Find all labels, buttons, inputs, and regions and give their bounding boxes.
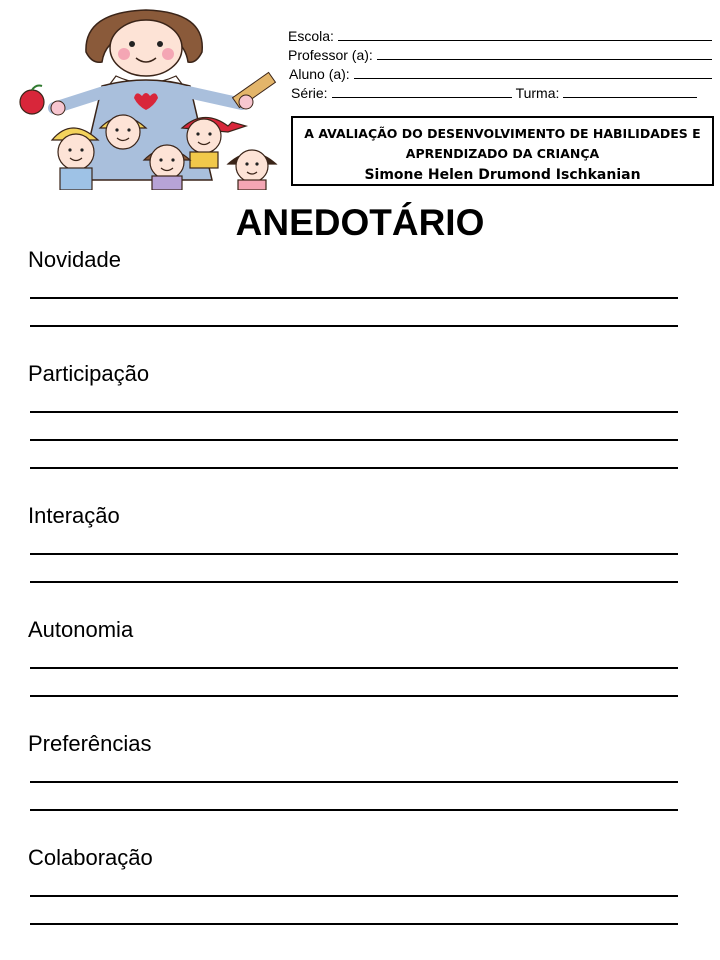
writing-line [28, 786, 680, 814]
turma-blank-line [563, 85, 697, 98]
section-spacer [28, 700, 680, 730]
serie-label: Série: [291, 85, 328, 101]
writing-line [28, 388, 680, 416]
page-title: ANEDOTÁRIO [235, 202, 485, 243]
professor-blank-line [377, 47, 712, 60]
teacher-children-illustration [6, 4, 288, 190]
author-name: Simone Helen Drumond Ischkanian [364, 167, 641, 183]
writing-line [28, 758, 680, 786]
section-spacer [28, 330, 680, 360]
escola-blank-line [338, 28, 712, 41]
writing-line [28, 530, 680, 558]
writing-line [28, 416, 680, 444]
section-spacer [28, 586, 680, 616]
document-title-line-2: APRENDIZADO DA CRIANÇA [405, 146, 600, 161]
section-heading: Colaboração [28, 845, 153, 870]
document-title-box [291, 116, 714, 186]
escola-label: Escola: [288, 28, 334, 44]
writing-line [28, 872, 680, 900]
professor-label: Professor (a): [288, 47, 373, 63]
professor-field-row [288, 43, 712, 62]
document-title [293, 124, 712, 164]
escola-field-row [288, 24, 712, 43]
writing-line [28, 644, 680, 672]
document-title-line-1: A AVALIAÇÃO DO DESENVOLVIMENTO DE HABILIDADES E [304, 126, 701, 141]
header-form [288, 24, 712, 100]
section-heading: Autonomia [28, 617, 134, 642]
section-spacer [28, 472, 680, 502]
section-block [28, 844, 680, 928]
writing-line [28, 444, 680, 472]
section-heading: Interação [28, 503, 120, 528]
writing-line [28, 900, 680, 928]
turma-label: Turma: [515, 85, 560, 101]
writing-line [28, 274, 680, 302]
writing-line [28, 672, 680, 700]
anecdote-sections [28, 246, 680, 928]
section-block [28, 246, 680, 330]
writing-line [28, 558, 680, 586]
aluno-field-row [288, 62, 712, 81]
section-block [28, 616, 680, 700]
section-heading: Novidade [28, 247, 121, 272]
serie-turma-field-row [288, 81, 712, 100]
section-spacer [28, 814, 680, 844]
serie-blank-line [332, 85, 512, 98]
section-heading: Preferências [28, 731, 152, 756]
section-block [28, 360, 680, 472]
aluno-label: Aluno (a): [289, 66, 350, 82]
section-heading: Participação [28, 361, 150, 386]
section-block [28, 730, 680, 814]
aluno-blank-line [354, 66, 712, 79]
writing-line [28, 302, 680, 330]
section-block [28, 502, 680, 586]
